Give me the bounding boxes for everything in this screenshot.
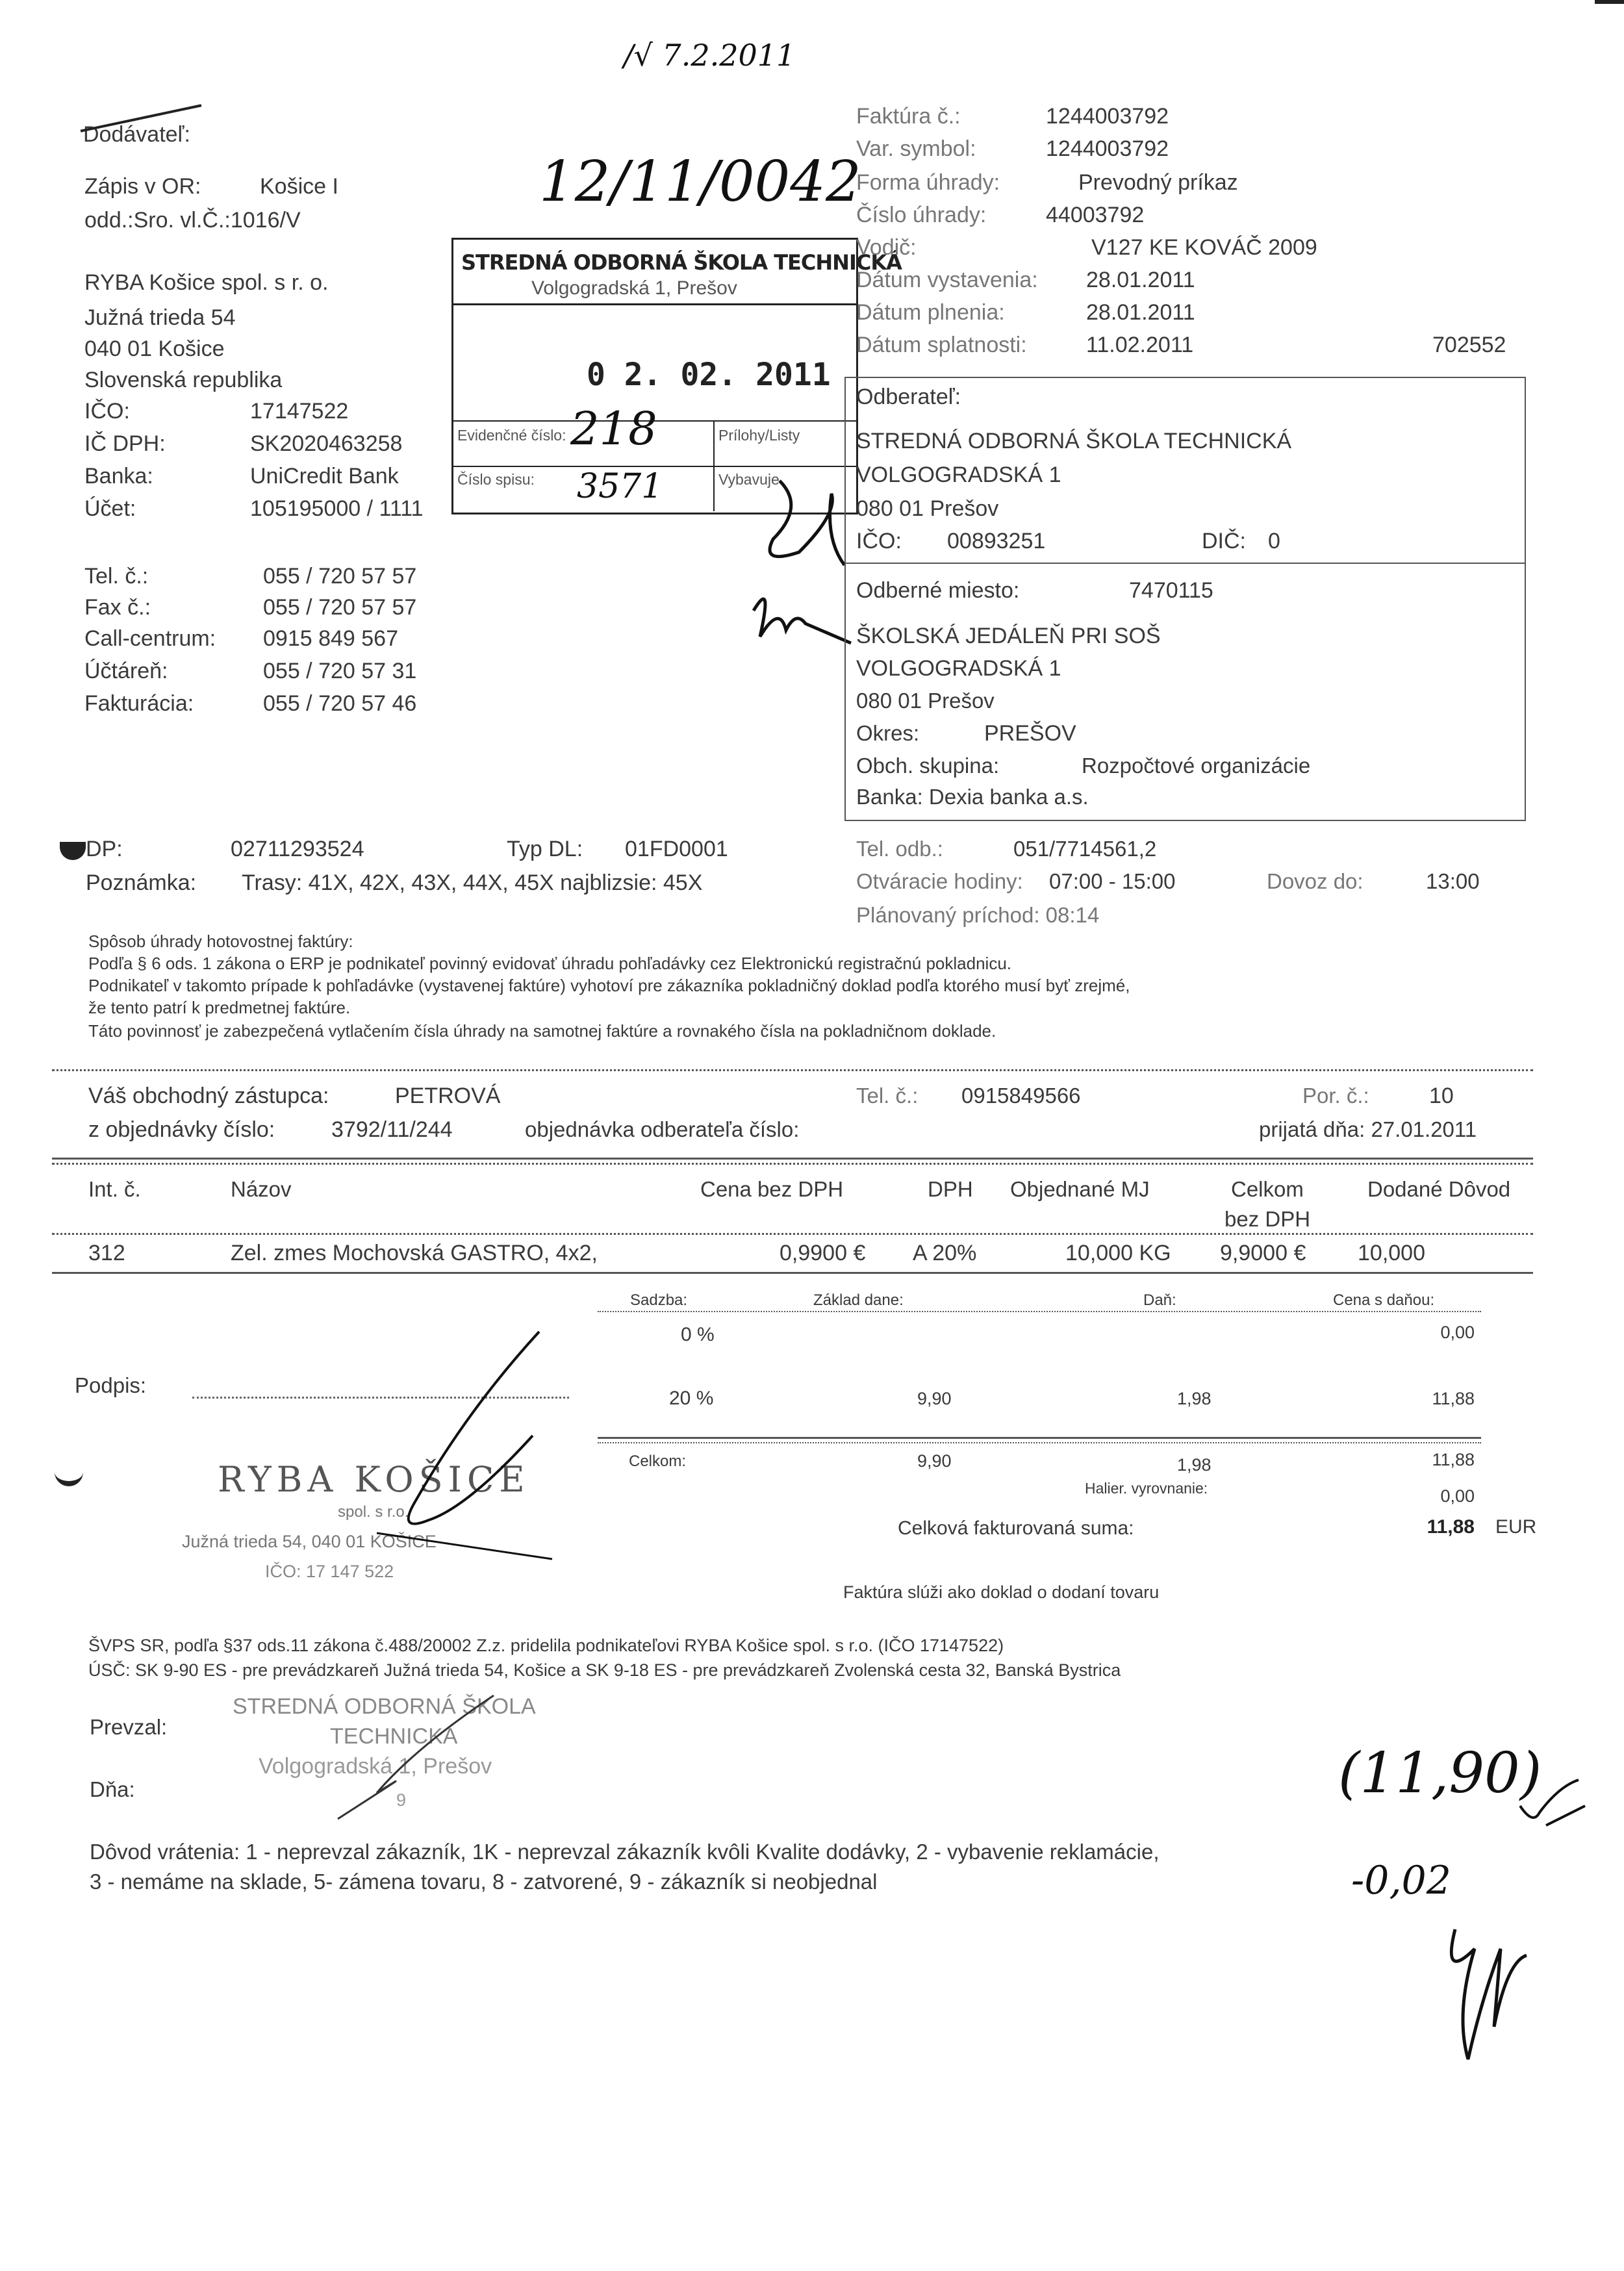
odber-value: 7470115 [1129, 578, 1213, 603]
stamp-evid-label: Evidenčné číslo: [457, 427, 566, 444]
supplier-ico-label: IČO: [84, 399, 130, 424]
notice-l1: Spôsob úhrady hotovostnej faktúry: [88, 932, 353, 951]
customer-dic: 0 [1268, 529, 1280, 553]
cislo-value: 44003792 [1046, 203, 1145, 227]
vat-h-sadzba: Sadzba: [630, 1291, 688, 1309]
forma-label: Forma úhrady: [856, 170, 1000, 195]
halier-value: 0,00 [1440, 1486, 1475, 1506]
var-label: Var. symbol: [856, 136, 976, 161]
vyst-label: Dátum vystavenia: [856, 268, 1038, 292]
th-int: Int. č. [88, 1177, 141, 1201]
forma-value: Prevodný príkaz [1078, 170, 1238, 195]
dna-label: Dňa: [90, 1777, 135, 1801]
vat-h-zaklad: Základ dane: [813, 1291, 904, 1309]
stamp-divider [453, 303, 856, 305]
suma-value: 11,88 [1427, 1516, 1475, 1538]
vodic-value: V127 KE KOVÁČ 2009 [1091, 235, 1317, 260]
vat-celkom-dan: 1,98 [1177, 1455, 1212, 1475]
order-divider [52, 1158, 1533, 1160]
zast-label: Váš obchodný zástupca: [88, 1084, 329, 1108]
stamp-address: Volgogradská 1, Prešov [531, 277, 737, 299]
place-city: 080 01 Prešov [856, 689, 995, 713]
supplier-uct: 055 / 720 57 31 [263, 659, 417, 683]
por-label: Por. č.: [1302, 1084, 1369, 1108]
okres-value: PREŠOV [984, 721, 1076, 746]
customer-divider [844, 563, 1525, 564]
hod-label: Otváracie hodiny: [856, 869, 1023, 893]
customer-ico-label: IČO: [856, 529, 902, 553]
supplier-stamp-l3: Južná trieda 54, 040 01 KOŠICE [182, 1532, 437, 1551]
obch-label: Obch. skupina: [856, 754, 1000, 778]
supplier-icdph: SK2020463258 [250, 431, 403, 456]
vat-header-divider [598, 1311, 1481, 1312]
school-stamp-l3: Volgogradská 1, Prešov [259, 1754, 492, 1779]
supplier-tel: 055 / 720 57 57 [263, 564, 417, 589]
svps-note: ŠVPS SR, podľa §37 ods.11 zákona č.488/20002 Z.z. pridelila podnikateľovi RYBA Košice spol. s r.o. (IČO 17147522) [88, 1636, 1004, 1655]
scan-edge-mark [1595, 0, 1624, 4]
tel-odb-label: Tel. odb.: [856, 837, 943, 861]
prijata-value: prijatá dňa: 27.01.2011 [1259, 1117, 1477, 1141]
place-name: ŠKOLSKÁ JEDÁLEŇ PRI SOŠ [856, 624, 1161, 648]
supplier-account-label: Účet: [84, 496, 136, 521]
customer-ico: 00893251 [947, 529, 1046, 553]
prevzal-label: Prevzal: [90, 1715, 168, 1739]
vat-row-0-cena: 0,00 [1440, 1323, 1475, 1342]
cislo-label: Číslo úhrady: [856, 203, 987, 227]
splat-label: Dátum splatnosti: [856, 333, 1027, 357]
td-nazov: Zel. zmes Mochovská GASTRO, 4x2, [231, 1241, 598, 1265]
hod-value: 07:00 - 15:00 [1049, 869, 1176, 893]
td-dod: 10,000 [1358, 1241, 1425, 1265]
th-obj: Objednané MJ [1010, 1177, 1150, 1201]
table-header-divider [52, 1233, 1533, 1235]
obj-label: z objednávky číslo: [88, 1117, 275, 1142]
customer-name: STREDNÁ ODBORNÁ ŠKOLA TECHNICKÁ [856, 429, 1292, 453]
vat-h-cena: Cena s daňou: [1333, 1291, 1435, 1309]
faktura-number: 1244003792 [1046, 104, 1169, 129]
th-cena: Cena bez DPH [700, 1177, 844, 1201]
th-dph: DPH [928, 1177, 973, 1201]
supplier-bank: UniCredit Bank [250, 464, 399, 488]
or-label: Zápis v OR: [84, 174, 201, 199]
notice-l3: Podnikateľ v takomto prípade k pohľadávke (vystavenej faktúre) vyhotoví pre zákazníka pokladničný doklad podľa ktorého musí byť zrejmé, [88, 976, 1130, 995]
supplier-stamp-l2: spol. s r.o. [338, 1503, 409, 1521]
vat-h-dan: Daň: [1143, 1291, 1176, 1309]
stamp-spis-number: 3571 [577, 467, 663, 506]
supplier-signature [338, 1319, 572, 1579]
supplier-bank-label: Banka: [84, 464, 153, 488]
tel-odb-value: 051/7714561,2 [1013, 837, 1157, 861]
vat-row-1-zaklad: 9,90 [917, 1389, 952, 1408]
th-dod: Dodané Dôvod [1367, 1177, 1511, 1201]
supplier-city: 040 01 Košice [84, 336, 225, 361]
usc-note: ÚSČ: SK 9-90 ES - pre prevádzkareň Južná trieda 54, Košice a SK 9-18 ES - pre prevádzkareň Zvolenská cesta 32, Banská Bystrica [88, 1660, 1121, 1680]
supplier-heading: Dodávateľ: [83, 122, 190, 147]
td-celkom: 9,9000 € [1220, 1241, 1306, 1265]
typ-value: 01FD0001 [625, 837, 728, 861]
supplier-fax: 055 / 720 57 57 [263, 595, 417, 620]
handwritten-minus: -0,02 [1351, 1858, 1451, 1903]
plnenia-value: 28.01.2011 [1086, 300, 1195, 325]
supplier-country: Slovenská republika [84, 368, 283, 392]
handwritten-check [1514, 1767, 1592, 1845]
th-celkom2: bez DPH [1224, 1207, 1311, 1231]
vat-row-1-cena: 11,88 [1432, 1389, 1475, 1408]
supplier-tel-label: Tel. č.: [84, 564, 149, 589]
supplier-ico: 17147522 [250, 399, 349, 424]
handwritten-date: /√ 7.2.2011 [624, 38, 796, 73]
pozn-label: Poznámka: [86, 870, 197, 895]
vodic-label: Vodič: [856, 235, 917, 260]
faktura-label: Faktúra č.: [856, 104, 961, 129]
supplier-fax-label: Fax č.: [84, 595, 151, 620]
okres-label: Okres: [856, 721, 920, 745]
customer-heading: Odberateľ: [856, 385, 961, 409]
order-tel-label: Tel. č.: [856, 1084, 919, 1108]
supplier-fakt: 055 / 720 57 46 [263, 691, 417, 716]
td-dph: A 20% [913, 1241, 977, 1265]
table-row-divider [52, 1272, 1533, 1274]
td-obj: 10,000 KG [1065, 1241, 1171, 1265]
zast-value: PETROVÁ [395, 1084, 501, 1108]
obch-value: Rozpočtové organizácie [1082, 754, 1311, 778]
notice-l5: Táto povinnosť je zabezpečená vytlačením čísla úhrady na samotnej faktúre a rovnakého čísla na pokladničnom doklade. [88, 1021, 996, 1041]
place-street: VOLGOGRADSKÁ 1 [856, 656, 1061, 681]
supplier-uct-label: Účtáreň: [84, 659, 168, 683]
vat-row-1-sadzba: 20 % [669, 1388, 714, 1409]
order-tel-value: 0915849566 [961, 1084, 1081, 1108]
supplier-fakt-label: Fakturácia: [84, 691, 194, 716]
receiver-signature [299, 1689, 507, 1832]
or-value: Košice I [260, 174, 338, 199]
vat-total-divider [598, 1437, 1481, 1439]
customer-dic-label: DIČ: [1202, 529, 1246, 553]
supplier-call: 0915 849 567 [263, 626, 398, 651]
supplier-stamp-l4: IČO: 17 147 522 [265, 1562, 394, 1581]
halier-label: Halier. vyrovnanie: [1085, 1480, 1208, 1497]
dovod-l2: 3 - nemáme na sklade, 5- zámena tovaru, 8 - zatvorené, 9 - zákazník si neobjednal [90, 1870, 878, 1894]
dovoz-value: 13:00 [1426, 869, 1480, 893]
vat-row-0-sadzba: 0 % [681, 1324, 715, 1345]
notice-l4: že tento patrí k predmetnej faktúre. [88, 998, 351, 1017]
typ-label: Typ DL: [507, 837, 583, 861]
supplier-account: 105195000 / 1111 [250, 496, 424, 521]
school-stamp-l2: TECHNICKÁ [330, 1724, 458, 1749]
customer-street: VOLGOGRADSKÁ 1 [856, 463, 1061, 487]
customer-city: 080 01 Prešov [856, 496, 999, 521]
order-divider-2 [52, 1163, 1533, 1165]
invoice-code: 702552 [1432, 333, 1506, 357]
th-nazov: Názov [231, 1177, 292, 1201]
school-stamp-l4: 9 [396, 1790, 407, 1810]
stamp-date: 0 2. 02. 2011 [587, 357, 831, 393]
vat-row-1-dan: 1,98 [1177, 1389, 1212, 1408]
handwritten-sum: (11,90) [1338, 1741, 1542, 1806]
stamp-title: STREDNÁ ODBORNÁ ŠKOLA TECHNICKÁ [461, 250, 902, 275]
podpis-label: Podpis: [75, 1373, 147, 1397]
notice-l2: Podľa § 6 ods. 1 zákona o ERP je podnikateľ povinný evidovať úhradu pohľadávky cez Elektronickú registračnú pokladnicu. [88, 954, 1011, 973]
handwritten-initials [1429, 1910, 1546, 2079]
supplier-name: RYBA Košice spol. s r. o. [84, 270, 329, 295]
vat-celkom-label: Celkom: [629, 1453, 687, 1470]
supplier-icdph-label: IČ DPH: [84, 431, 166, 456]
dovod-l1: Dôvod vrátenia: 1 - neprevzal zákazník, 1K - neprevzal zákazník kvôli Kvalite dodávky, 2 - vybavenie reklamácie, [90, 1840, 1160, 1864]
delivery-mark [60, 842, 86, 860]
obj-value: 3792/11/244 [331, 1117, 453, 1142]
plnenia-label: Dátum plnenia: [856, 300, 1005, 325]
stamp-spis-label: Číslo spisu: [457, 471, 535, 488]
th-celkom: Celkom [1231, 1177, 1304, 1201]
var-number: 1244003792 [1046, 136, 1169, 161]
notice-divider [52, 1069, 1533, 1071]
dovoz-label: Dovoz do: [1267, 869, 1364, 893]
stamp-prilohy-label: Prílohy/Listy [718, 427, 800, 444]
odd-value: odd.:Sro. vl.Č.:1016/V [84, 208, 301, 233]
vyst-value: 28.01.2011 [1086, 268, 1195, 292]
vat-celkom-cena: 11,88 [1432, 1450, 1475, 1469]
supplier-call-label: Call-centrum: [84, 626, 216, 651]
suma-mena: EUR [1495, 1516, 1537, 1538]
odber-label: Odberné miesto: [856, 578, 1020, 603]
supplier-stamp-mark [55, 1453, 83, 1486]
supplier-street: Južná trieda 54 [84, 305, 236, 330]
handwritten-reg-number: 12/11/0042 [539, 149, 861, 214]
stamp-vybavuje-label: Vybavuje [718, 471, 780, 488]
dp-label: DP: [86, 837, 123, 861]
pozn-value: Trasy: 41X, 42X, 43X, 44X, 45X najblizsie: 45X [242, 870, 703, 895]
td-cena: 0,9900 € [780, 1241, 866, 1265]
stamp-evid-number: 218 [570, 402, 657, 455]
splat-value: 11.02.2011 [1086, 333, 1194, 357]
supplier-stamp-l1: RYBA KOŠICE [218, 1459, 530, 1500]
dp-value: 02711293524 [231, 837, 364, 861]
school-stamp-l1: STREDNÁ ODBORNÁ ŠKOLA [233, 1694, 536, 1719]
por-value: 10 [1429, 1084, 1454, 1108]
vat-total-divider-2 [598, 1442, 1481, 1443]
td-int: 312 [88, 1241, 125, 1265]
vat-celkom-zaklad: 9,90 [917, 1451, 952, 1471]
objodb-label: objednávka odberateľa číslo: [525, 1117, 800, 1141]
doklad-note: Faktúra slúži ako doklad o dodaní tovaru [843, 1582, 1160, 1602]
suma-label: Celková fakturovaná suma: [898, 1517, 1134, 1539]
customer-banka: Banka: Dexia banka a.s. [856, 785, 1089, 809]
plan-value: Plánovaný príchod: 08:14 [856, 903, 1100, 927]
